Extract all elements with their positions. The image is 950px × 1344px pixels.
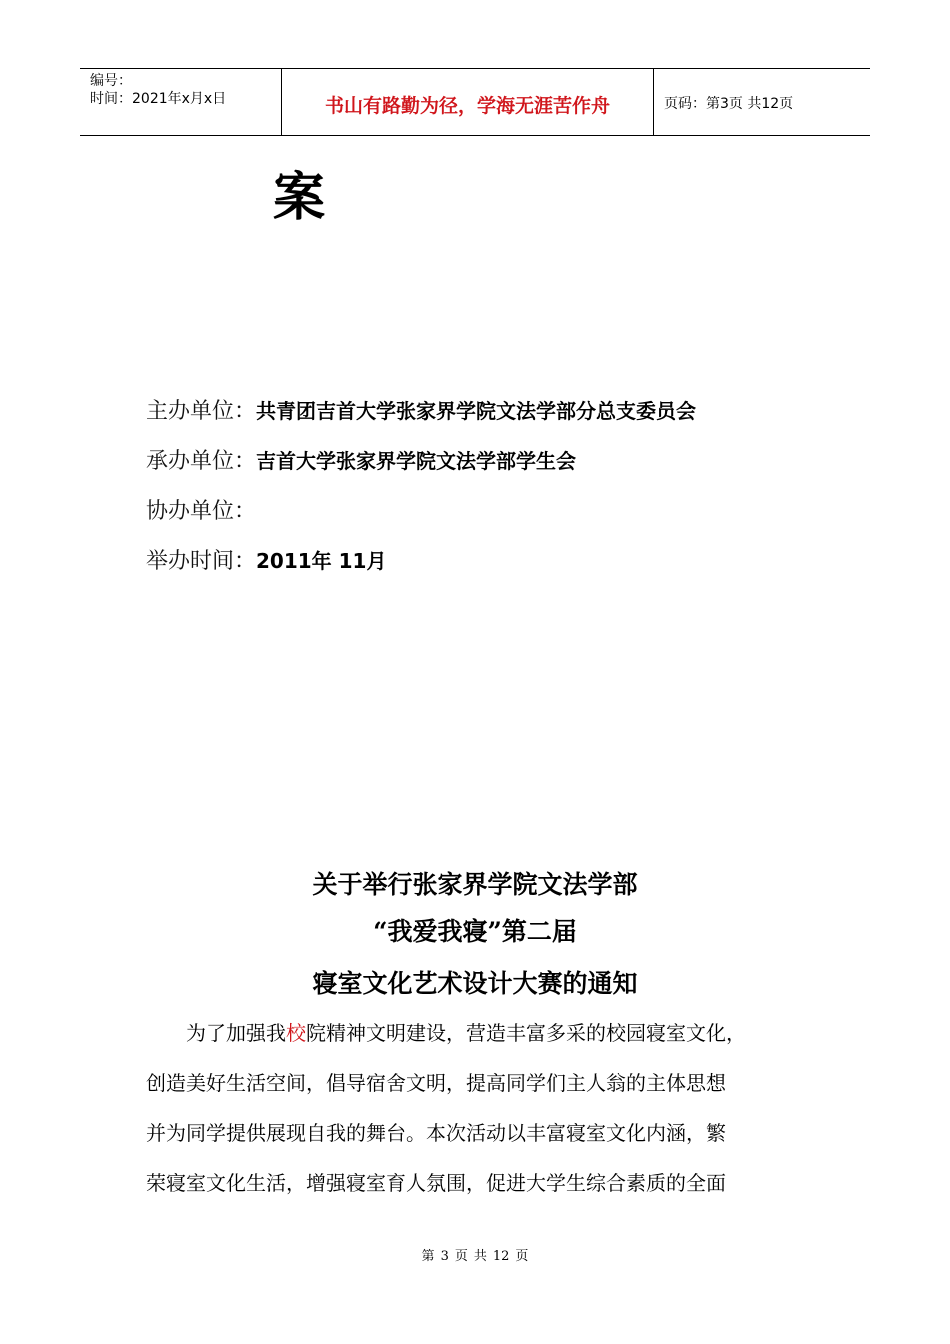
body-line-4: 荣寝室文化生活，增强寝室育人氛围，促进大学生综合素质的全面	[146, 1171, 726, 1195]
organizer-label: 承办单位：	[146, 449, 257, 474]
body-text-highlight: 校	[286, 1021, 306, 1045]
organizer-label: 协办单位：	[146, 499, 257, 524]
body-line-1	[146, 1008, 826, 1058]
organizer-label: 举办时间：	[146, 549, 257, 574]
document-number: 编号：	[90, 73, 132, 89]
organizer-row-host	[146, 388, 696, 438]
header-meta	[80, 69, 281, 135]
organizer-row-co-organizer	[146, 488, 696, 538]
document-time: 时间：2021年x月x日	[90, 91, 227, 107]
organizer-block	[146, 388, 696, 588]
title-fragment: 案	[273, 168, 326, 228]
header-table	[80, 68, 870, 136]
organizer-value: 共青团吉首大学张家界学院文法学部分总支委员会	[256, 399, 697, 423]
footer-page-number: 3	[440, 1249, 449, 1264]
page-footer	[0, 1245, 950, 1264]
header-page-info: 页码：第3页 共12页	[664, 96, 794, 112]
notice-title-line-1: 关于举行张家界学院文法学部	[312, 870, 638, 899]
notice-title-line-2: “我爱我寝”第二届	[373, 917, 577, 946]
footer-total-pages: 12	[492, 1249, 510, 1264]
organizer-row-date	[146, 538, 696, 588]
body-text-segment: 院精神文明建设，营造丰富多采的校园寝室文化，	[306, 1021, 746, 1045]
footer-ye: 页	[454, 1249, 468, 1264]
footer-di: 第	[421, 1249, 435, 1264]
body-line-2: 创造美好生活空间，倡导宿舍文明，提高同学们主人翁的主体思想	[146, 1071, 726, 1095]
body-line-3: 并为同学提供展现自我的舞台。本次活动以丰富寝室文化内涵，繁	[146, 1121, 726, 1145]
footer-ye: 页	[515, 1249, 529, 1264]
header-motto: 书山有路勤为径，学海无涯苦作舟	[281, 69, 654, 135]
organizer-label: 主办单位：	[146, 399, 257, 424]
organizer-value: 2011年 11月	[256, 549, 387, 573]
notice-title-line-3: 寝室文化艺术设计大赛的通知	[312, 969, 638, 998]
organizer-row-undertaker	[146, 438, 696, 488]
footer-gong: 共	[473, 1249, 487, 1264]
organizer-value: 吉首大学张家界学院文法学部学生会	[256, 449, 577, 473]
body-text-segment: 为了加强我	[186, 1021, 286, 1045]
